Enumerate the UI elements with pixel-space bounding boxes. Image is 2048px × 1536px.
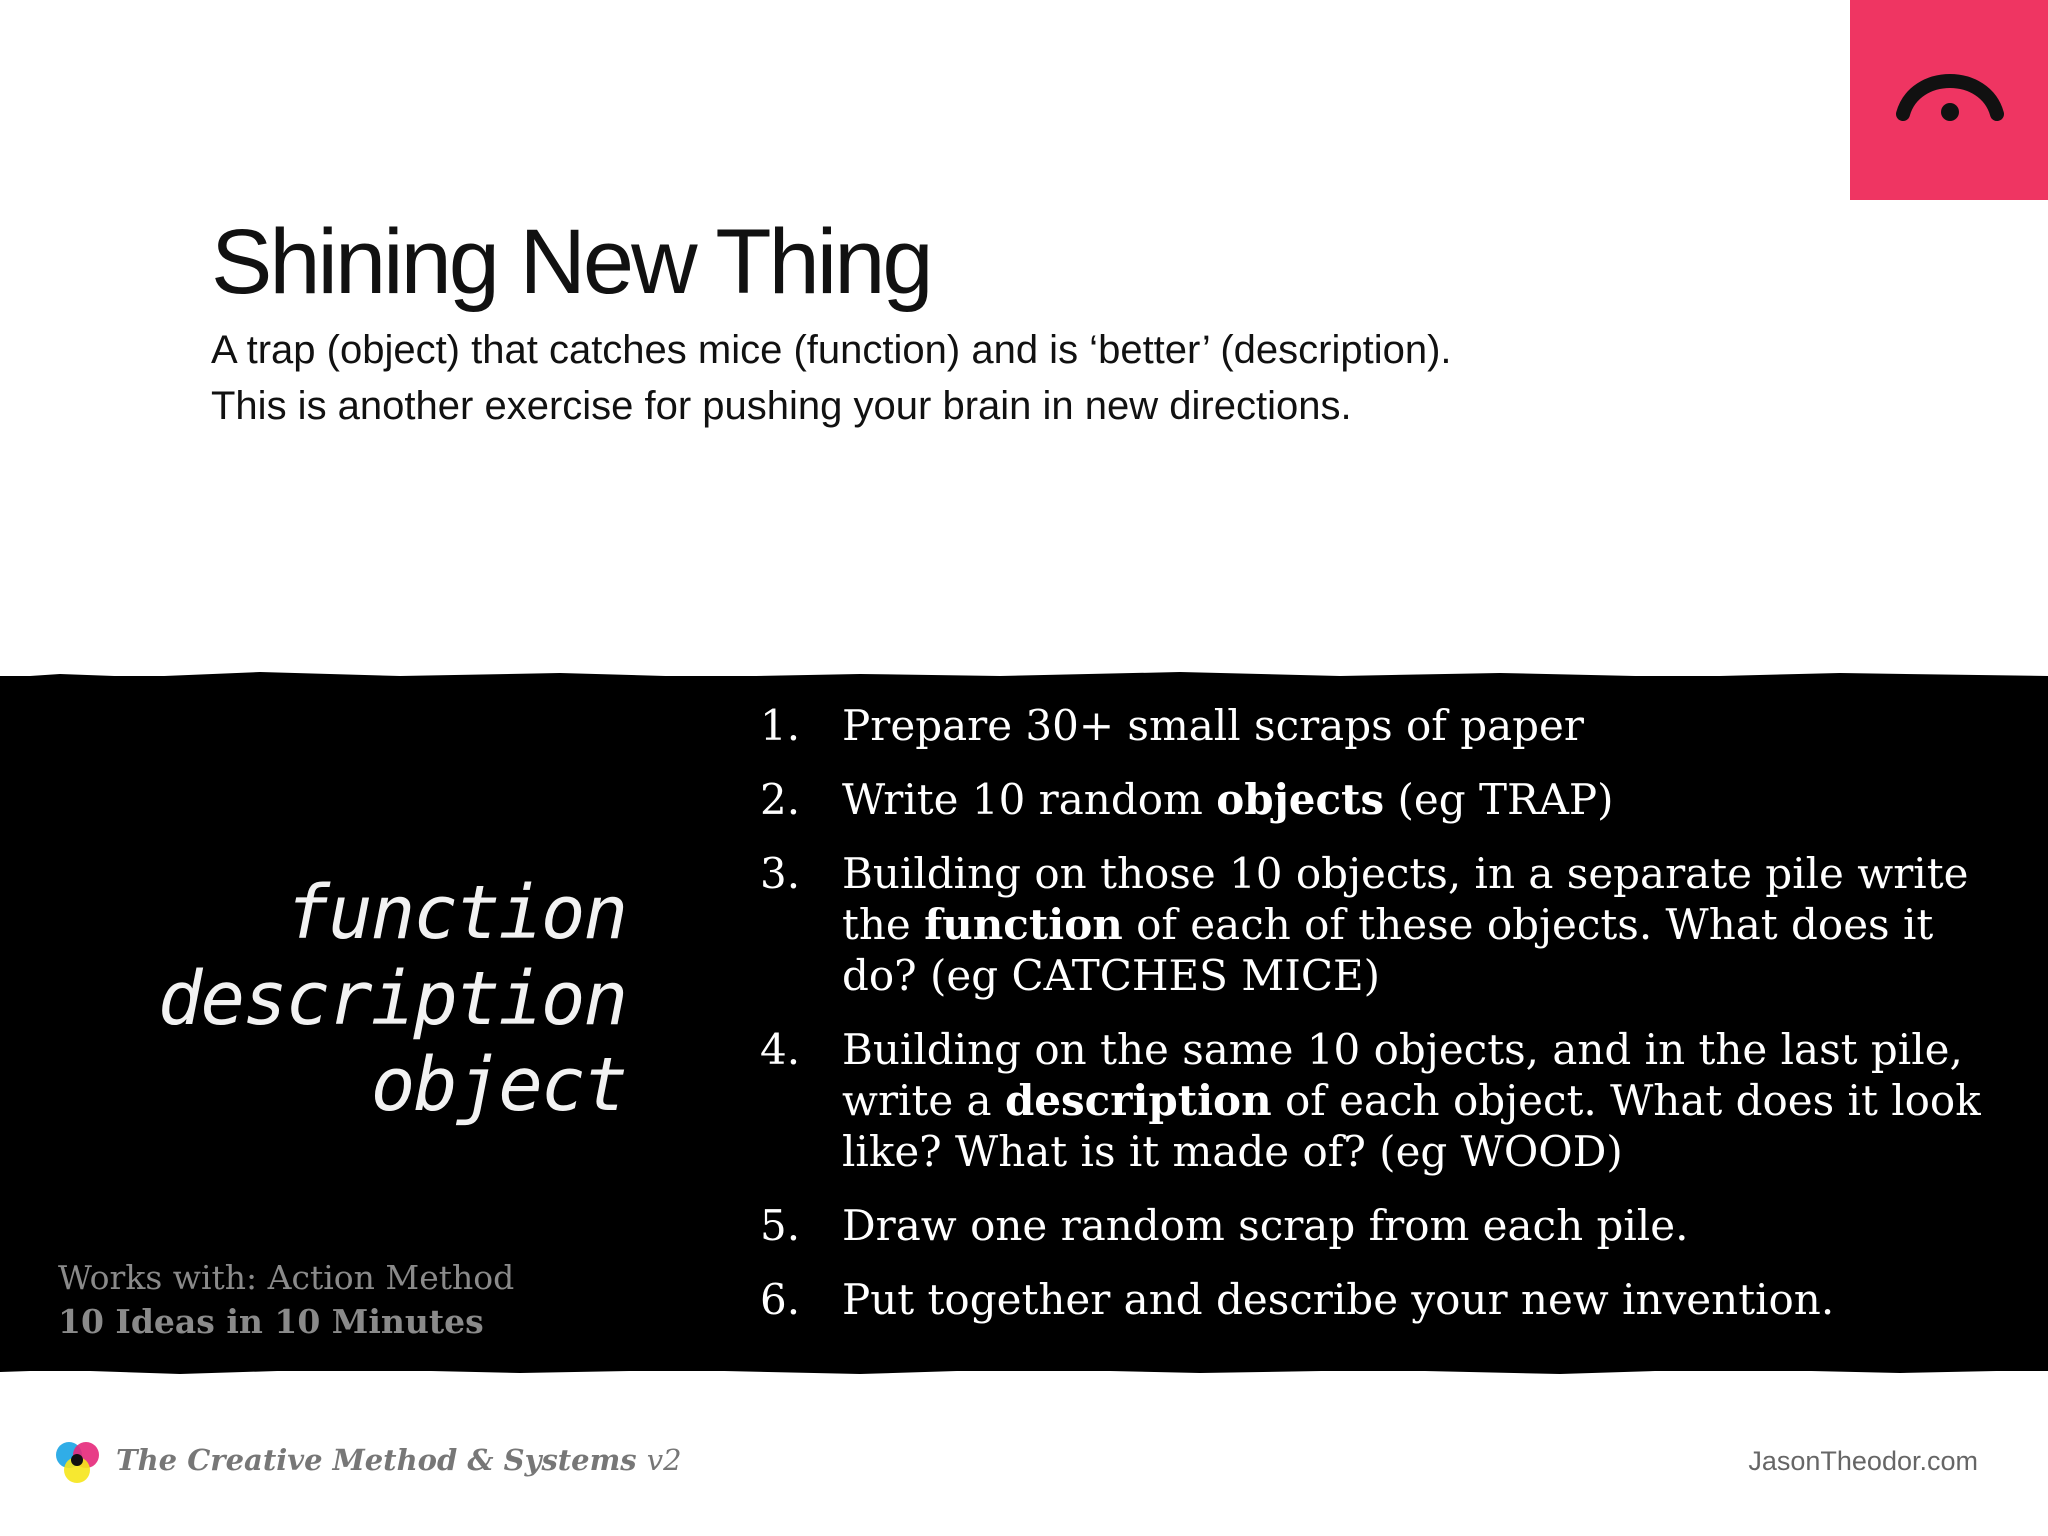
footer-site[interactable]: JasonTheodor.com — [1748, 1446, 1978, 1476]
chalk-word-object: object — [370, 1042, 626, 1128]
works-with-link: 10 Ideas in 10 Minutes — [58, 1302, 484, 1341]
step-text-part: Building on the same 10 objects, and in the last pile, write a — [842, 1025, 1963, 1125]
step-keyword: description — [1004, 1076, 1272, 1125]
step-number: 3. — [760, 849, 801, 898]
step-text-part: Put together and describe your new invention. — [842, 1275, 1835, 1324]
subtitle — [211, 322, 1452, 434]
step-item — [760, 774, 2010, 825]
subtitle-line: A trap (object) that catches mice (function) and is ‘better’ (description). — [211, 328, 1452, 372]
step-item — [760, 1274, 2010, 1325]
chalk-word-function: function — [285, 870, 626, 956]
cmy-circles-icon — [52, 1437, 104, 1489]
step-number: 5. — [760, 1201, 801, 1250]
step-number: 4. — [760, 1025, 801, 1074]
subtitle-line: This is another exercise for pushing your brain in new directions. — [211, 384, 1352, 428]
step-keyword: objects — [1216, 775, 1385, 824]
chalk-word-description: description — [157, 956, 626, 1042]
step-text — [842, 774, 2010, 825]
footer-course-title: The Creative Method & Systems — [116, 1443, 637, 1477]
step-item — [760, 848, 2010, 1001]
footer-course — [116, 1443, 682, 1477]
step-text — [842, 1200, 2010, 1251]
step-text-part: Write 10 random — [842, 775, 1217, 824]
band-bottom-edge — [0, 1360, 2048, 1382]
footer-version: v2 — [646, 1443, 682, 1477]
step-text-part: of each object. What does it look like? What is it made of? (eg WOOD) — [842, 1076, 1981, 1176]
step-item — [760, 700, 2010, 751]
step-text-part: Prepare 30+ small scraps of paper — [842, 701, 1584, 750]
step-text — [842, 848, 2010, 1001]
step-text-part: Building on those 10 objects, in a separate pile write the — [842, 849, 1969, 949]
step-item — [760, 1024, 2010, 1177]
step-text — [842, 700, 2010, 751]
step-text-part: of each of these objects. What does it do? (eg CATCHES MICE) — [842, 900, 1934, 1000]
step-number: 2. — [760, 775, 801, 824]
page-title: Shining New Thing — [211, 211, 931, 313]
step-text-part: Draw one random scrap from each pile. — [842, 1201, 1689, 1250]
corner-badge — [1850, 0, 2048, 200]
step-text — [842, 1024, 2010, 1177]
step-keyword: function — [924, 900, 1123, 949]
step-number: 1. — [760, 701, 801, 750]
smile-arc-icon — [1895, 62, 2005, 132]
step-number: 6. — [760, 1275, 801, 1324]
step-item — [760, 1200, 2010, 1251]
step-text — [842, 1274, 2010, 1325]
works-with — [58, 1256, 514, 1344]
steps-list — [760, 700, 2010, 1348]
step-text-part: (eg TRAP) — [1384, 775, 1614, 824]
works-with-label: Works with: Action Method — [58, 1258, 515, 1297]
chalk-words — [158, 870, 626, 1128]
